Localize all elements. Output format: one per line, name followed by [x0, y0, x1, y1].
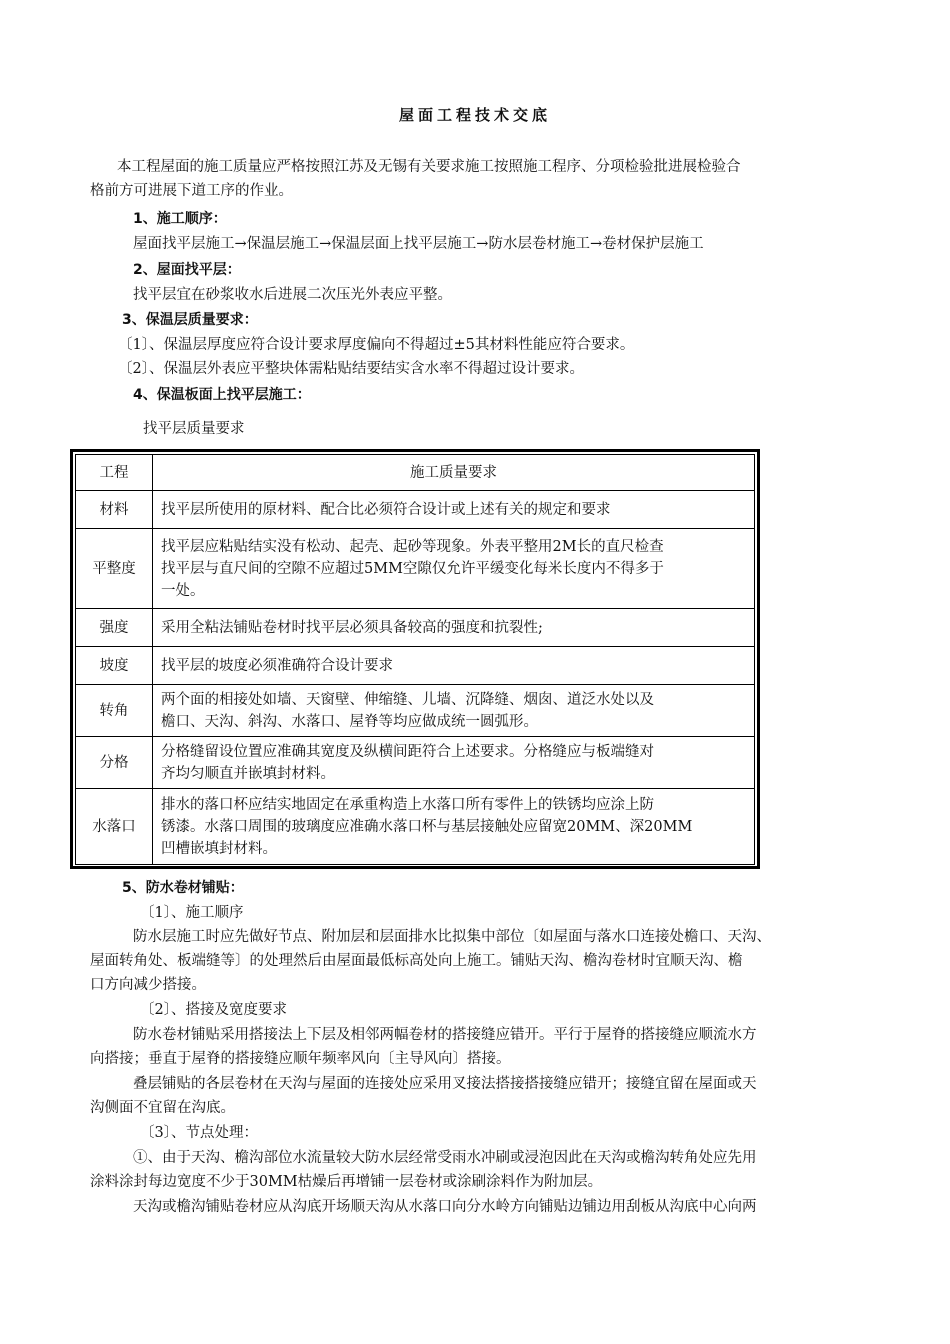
table-key-cell: 分格 [76, 737, 153, 789]
subsection-heading: 〔1〕、施工顺序 [140, 905, 244, 921]
document-title: 屋面工程技术交底 [398, 106, 551, 124]
paragraph-line: 向搭接；垂直于屋脊的搭接缝应顺年频率风向〔主导风向〕搭接。 [90, 1051, 511, 1067]
intro-line: 格前方可进展下道工序的作业。 [90, 183, 293, 199]
table-caption: 找平层质量要求 [143, 421, 245, 437]
table-key-cell: 转角 [76, 685, 153, 737]
quality-table [70, 449, 760, 869]
paragraph-line: 沟侧面不宜留在沟底。 [90, 1100, 235, 1116]
table-row [76, 609, 755, 647]
paragraph-line: 天沟或檐沟铺贴卷材应从沟底开场顺天沟从水落口向分水岭方向铺贴边铺边用刮板从沟底中心向两 [133, 1199, 757, 1215]
paragraph-line: 涂料涂封每边宽度不少于30MM枯燥后再增铺一层卷材或涂刷涂料作为附加层。 [90, 1174, 603, 1190]
paragraph-line: 口方向减少搭接。 [90, 977, 206, 993]
table-row [76, 789, 755, 865]
section-item: 〔1〕、保温层厚度应符合设计要求厚度偏向不得超过±5其材料性能应符合要求。 [118, 337, 635, 353]
table-key-cell: 材料 [76, 491, 153, 529]
table-header-row [76, 455, 755, 491]
table-row [76, 529, 755, 609]
section-item: 〔2〕、保温层外表应平整块体需粘贴结要结实含水率不得超过设计要求。 [118, 361, 584, 377]
subsection-heading: 〔3〕、节点处理： [140, 1125, 258, 1141]
table-value-cell: 两个面的相接处如墙、天窗壁、伸缩缝、儿墙、沉降缝、烟囱、道泛水处以及 檐口、天沟、斜沟、水落口、屋脊等均应做成统一圆弧形。 [153, 685, 755, 737]
section-text: 找平层宜在砂浆收水后进展二次压光外表应平整。 [133, 287, 452, 303]
section-text: 屋面找平层施工→保温层施工→保温层面上找平层施工→防水层卷材施工→卷材保护层施工 [133, 236, 704, 252]
table-value-cell: 找平层应粘贴结实没有松动、起壳、起砂等现象。外表平整用2M长的直尺检查 找平层与直尺间的空隙不应超过5MM空隙仅允许平缓变化每米长度内不得多于 一处。 [153, 529, 755, 609]
paragraph-line: 防水卷材铺贴采用搭接法上下层及相邻两幅卷材的搭接缝应错开。平行于屋脊的搭接缝应顺流水方 [133, 1027, 757, 1043]
section-heading: 2、屋面找平层： [133, 262, 241, 278]
table-key-cell: 坡度 [76, 647, 153, 685]
table-row [76, 737, 755, 789]
table-value-cell: 找平层所使用的原材料、配合比必须符合设计或上述有关的规定和要求 [153, 491, 755, 529]
paragraph-line: 防水层施工时应先做好节点、附加层和层面排水比拟集中部位〔如屋面与落水口连接处檐口、天沟、 [133, 929, 771, 945]
paragraph-line: 叠层铺贴的各层卷材在天沟与屋面的连接处应采用叉接法搭接搭接缝应错开；接缝宜留在屋面或天 [133, 1076, 757, 1092]
table-row [76, 647, 755, 685]
intro-line: 本工程屋面的施工质量应严格按照江苏及无锡有关要求施工按照施工程序、分项检验批进展检验合 [117, 159, 741, 175]
paragraph-line: 屋面转角处、板端缝等〕的处理然后由屋面最低标高处向上施工。铺贴天沟、檐沟卷材时宜顺天沟、檐 [90, 953, 743, 969]
table-header-cell: 施工质量要求 [153, 455, 755, 491]
section-heading: 1、施工顺序： [133, 211, 227, 227]
table-header-cell: 工程 [76, 455, 153, 491]
table-value-cell: 排水的落口杯应结实地固定在承重构造上水落口所有零件上的铁锈均应涂上防 锈漆。水落口周围的玻璃度应准确水落口杯与基层接触处应留宽20MM、深20MM 凹槽嵌填封材料。 [153, 789, 755, 865]
section-heading: 5、防水卷材铺贴： [122, 880, 244, 896]
subsection-heading: 〔2〕、搭接及宽度要求 [140, 1002, 287, 1018]
table-key-cell: 强度 [76, 609, 153, 647]
table-key-cell: 平整度 [76, 529, 153, 609]
table-value-cell: 采用全粘法铺贴卷材时找平层必须具备较高的强度和抗裂性; [153, 609, 755, 647]
table-value-cell: 找平层的坡度必须准确符合设计要求 [153, 647, 755, 685]
table-row [76, 685, 755, 737]
table-key-cell: 水落口 [76, 789, 153, 865]
section-heading: 3、保温层质量要求： [122, 312, 258, 328]
section-heading: 4、保温板面上找平层施工： [133, 387, 311, 403]
table-row [76, 491, 755, 529]
table-value-cell: 分格缝留设位置应准确其宽度及纵横间距符合上述要求。分格缝应与板端缝对 齐均匀顺直并嵌填封材料。 [153, 737, 755, 789]
paragraph-line: ①、由于天沟、檐沟部位水流量较大防水层经常受雨水冲刷或浸泡因此在天沟或檐沟转角处应先用 [133, 1150, 757, 1166]
